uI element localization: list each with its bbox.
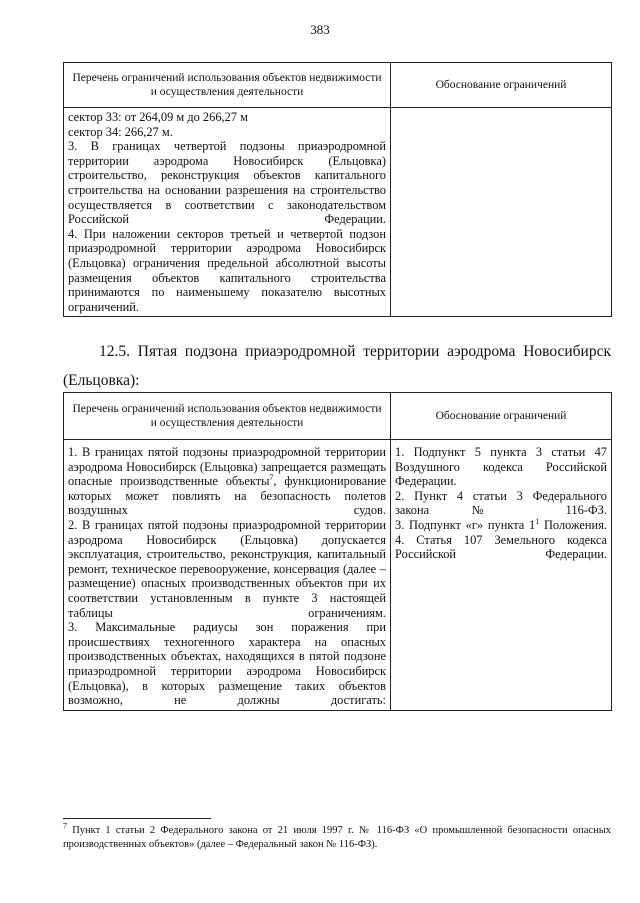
justification-cell-empty [391,108,612,317]
footnote-reference: 7 [269,473,274,483]
fifth-subzone-table [63,392,612,711]
restrictions-table-continued [63,62,612,317]
table-row [64,440,612,711]
justification-item-4: 4. Статья 107 Земельного кодекса Российской Федерации. [395,532,607,562]
header-restrictions-list: Перечень ограничений использования объектов недвижимости и осуществления деятельности [64,393,391,440]
footnote-divider [63,818,211,819]
table-header-row [64,63,612,108]
table-header-row [64,393,612,440]
table-row [64,108,612,317]
header-justification: Обоснование ограничений [391,393,612,440]
restriction-item-2: 2. В границах пятой подзоны приаэродромной территории аэродрома Новосибирск (Ельцовка) допускается эксплуатация, строительство, реконструкция, капитальный ремонт, техническое перевооружение, консервация (далее – размещение) опасных производственных объектов при их соответствии установленным в пункте 3 настоящей таблицы ограничениям. [68,517,386,620]
footnote-marker: 7 [63,821,67,831]
sector-33-line: сектор 33: от 264,09 м до 266,27 м [68,110,248,124]
section-heading-text: 12.5. Пятая подзона приаэродромной территории аэродрома Новосибирск (Ельцовка): [63,343,611,389]
restrictions-cell [64,108,391,317]
restriction-item-1: 1. В границах пятой подзоны приаэродромной территории аэродрома Новосибирск (Ельцовка) запрещается размещать опасные производственные объекты$^7$, функционирование которых может повлиять на безопасность полетов воздушных судов. [68,445,386,518]
header-justification: Обоснование ограничений [391,63,612,108]
footnote [63,821,611,851]
page-number: 383 [310,22,330,37]
header-restrictions-list: Перечень ограничений использования объектов недвижимости и осуществления деятельности [64,63,391,108]
footnote-text: Пункт 1 статьи 2 Федерального закона от 21 июля 1997 г. № 116-ФЗ «О промышленной безопасности опасных производственных объектов» (далее – Федеральный закон № 116-ФЗ). [63,825,611,850]
restriction-item-4: 4. При наложении секторов третьей и четвертой подзон приаэродромной территории аэродрома Новосибирск (Ельцовка) ограничения предельной абсолютной высоты размещения объектов капитального строительства принимаются по наименьшему показателю высотных ограничений. [68,226,386,314]
justification-item-1: 1. Подпункт 5 пункта 3 статьи 47 Воздушного кодекса Российской Федерации. [395,445,607,489]
section-heading [63,337,611,395]
restrictions-cell [64,440,391,711]
justification-item-2: 2. Пункт 4 статьи 3 Федерального закона № 116-ФЗ. [395,488,607,518]
restriction-item-3: 3. В границах четвертой подзоны приаэродромной территории аэродрома Новосибирск (Ельцовка) строительство, реконструкция объектов капитального строительства на основании разрешения на строительство осуществляется в соответствии с законодательством Российской Федерации. [68,139,386,227]
restriction-item-3: 3. Максимальные радиусы зон поражения при происшествиях техногенного характера на опасных производственных объектах, находящихся в пятой подзоне приаэродромной территории аэродрома Новосибирск (Ельцовка), в которых размещение таких объектов возможно, не должны достигать: [68,620,386,708]
sector-34-line: сектор 34: 266,27 м. [68,124,173,139]
justification-cell [391,440,612,711]
justification-item-3: 3. Подпункт «г» пункта $1^1$ Положения. [395,516,607,532]
